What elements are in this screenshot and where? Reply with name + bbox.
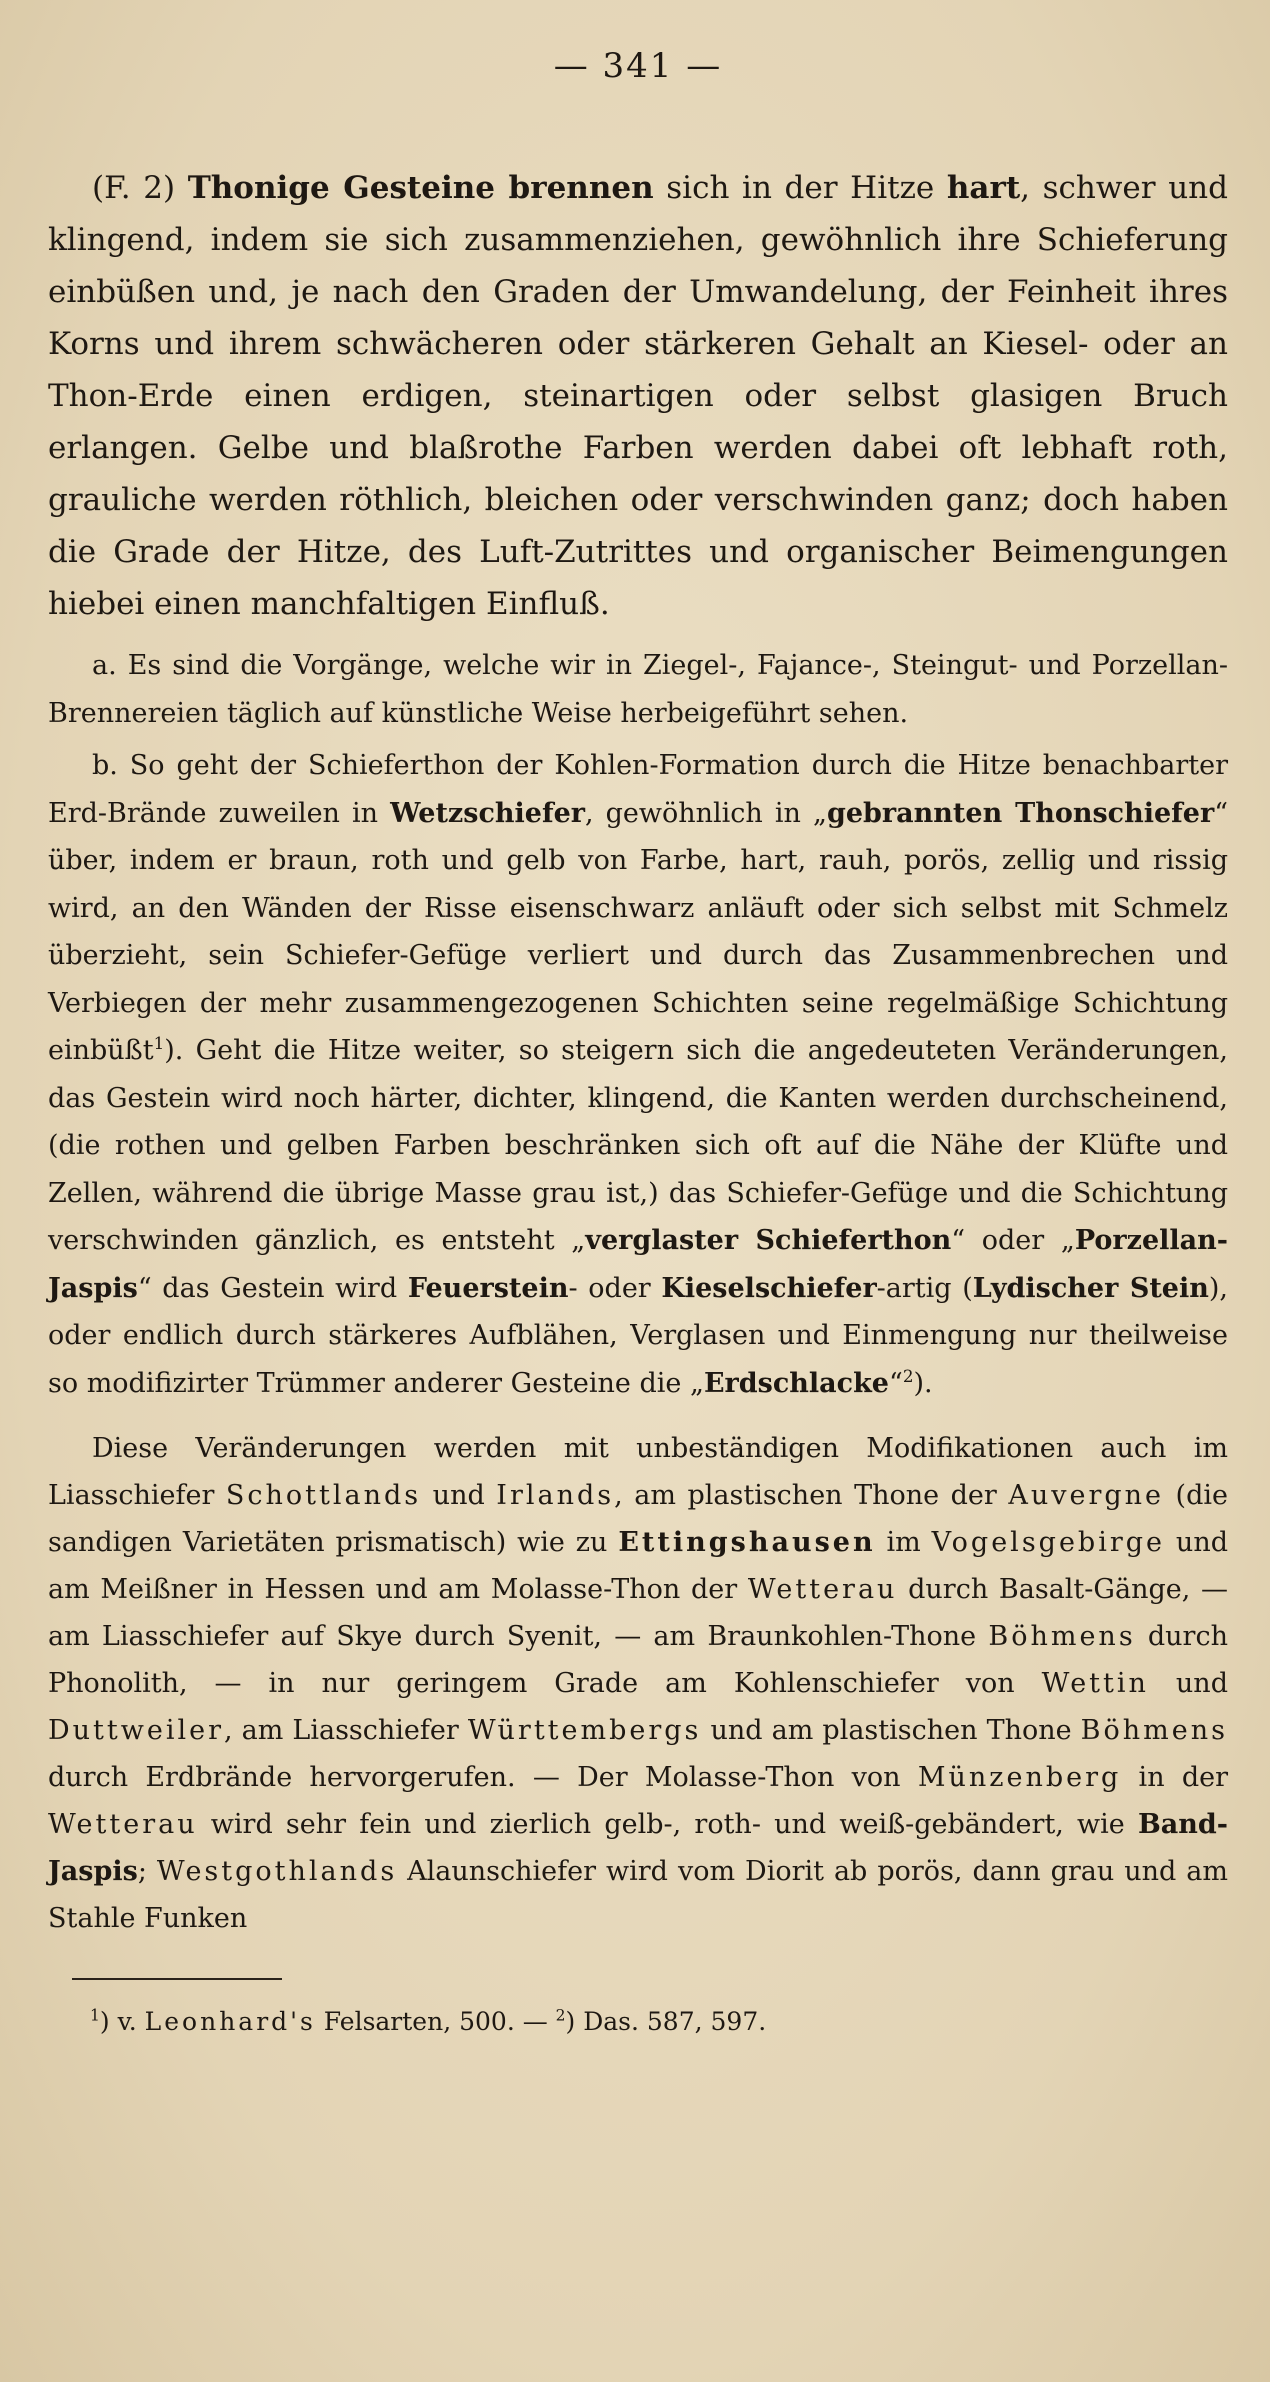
term-kieselschiefer: Kieselschiefer — [661, 1272, 877, 1304]
footnote-marker-2: 2 — [555, 2006, 566, 2025]
place-name: Schottlands — [225, 1480, 422, 1511]
place-name: Hessen — [264, 1574, 365, 1605]
place-name: Irlands — [496, 1480, 615, 1511]
place-name: Auvergne — [1008, 1480, 1165, 1511]
term-verglaster-schieferthon: verglaster Schieferthon — [585, 1225, 952, 1256]
footnote-ref-1: 1 — [153, 1033, 165, 1053]
term-feuerstein: Feuerstein — [407, 1272, 569, 1304]
paragraph-b: b. So geht der Schieferthon der Kohlen-Formation durch die Hitze benachbarter Erd-Brände zuweilen in Wetzschiefer, gewöhnlich in „gebrannten Thonschiefer“ über, indem er braun, roth und gelb von Farbe, hart, rauh, porös, zellig und rissig wird, an den Wänden der Risse eisenschwarz anläuft oder sich selbst mit Schmelz überzieht, sein Schiefer-Gefüge verliert und durch das Zusammenbrechen und Verbiegen der mehr zusammengezogenen Schichten seine regelmäßige Schichtung einbüßt$^1$). Geht die Hitze weiter, so steigern sich die angedeuteten Veränderungen, das Gestein wird noch härter, dichter, klingend, die Kanten werden durchscheinend, (die rothen und gelben Farben beschränken sich oft auf die Nähe der Klüfte und Zellen, während die übrige Masse grau ist,) das Schiefer-Gefüge und die Schichtung verschwinden gänzlich, es entsteht „verglaster Schieferthon“ oder „Porzellan-Jaspis“ das Gestein wird Feuerstein- oder Kieselschiefer-artig (Lydischer Stein), oder endlich durch stärkeres Aufblähen, Verglasen und Einmengung nur theilweise so modifizirter Trümmer anderer Gesteine die „Erdschlacke“$^2$). — [48, 750, 1228, 1399]
emphasis-hart: hart — [946, 170, 1021, 206]
term-lydischer-stein: Lydischer Stein — [972, 1272, 1209, 1304]
place-name: Meißner — [100, 1574, 217, 1605]
paragraph-label: (F. 2) — [92, 170, 176, 206]
place-name: Duttweiler — [48, 1715, 224, 1746]
paragraph-a: a. Es sind die Vorgänge, welche wir in Ziegel-, Fajance-, Steingut- und Porzellan-Brennereien täglich auf künstliche Weise herbeigeführt sehen. — [48, 650, 1228, 729]
footnote-marker-1: 1 — [90, 2006, 100, 2025]
paragraph-c: Diese Veränderungen werden mit unbeständigen Modifikationen auch im Liasschiefer Schottlands und Irlands, am plastischen Thone der Auvergne (die sandigen Varietäten prismatisch) wie zu Ettingshausen im Vogelsgebirge und am Meißner in Hessen und am Molasse-Thon der Wetterau durch Basalt-Gänge, — am Liasschiefer auf Skye durch Syenit, — am Braunkohlen-Thone Böhmens durch Phonolith, — in nur geringem Grade am Kohlenschiefer von Wettin und Duttweiler, am Liasschiefer Württembergs und am plastischen Thone Böhmens durch Erdbrände hervorgerufen. — Der Molasse-Thon von Münzenberg in der Wetterau wird sehr fein und zierlich gelb-, roth- und weiß-gebändert, wie Band-Jaspis; Westgothlands Alaunschiefer wird vom Diorit ab porös, dann grau und am Stahle Funken — [48, 1433, 1229, 1934]
footnote-ref-2: 2 — [902, 1365, 914, 1386]
term-porzellan-jaspis: Porzellan-Jaspis — [48, 1225, 1228, 1304]
page-number: — 341 — — [553, 46, 723, 86]
term-band-jaspis: Band-Jaspis — [48, 1809, 1228, 1887]
place-name: Münzenberg — [917, 1762, 1122, 1793]
paragraph-main: (F. 2) Thonige Gesteine brennen sich in der Hitze hart, schwer und klingend, indem sie sich zusammenziehen, gewöhnlich ihre Schieferung einbüßen und, je nach den Graden der Umwandelung, der Feinheit ihres Korns und ihrem schwächeren oder stärkeren Gehalt an Kiesel- oder an Thon-Erde einen erdigen, steinartigen oder selbst glasigen Bruch erlangen. Gelbe und blaßrothe Farben werden dabei oft lebhaft roth, grauliche werden röthlich, bleichen oder verschwinden ganz; doch haben die Grade der Hitze, des Luft-Zutrittes und organischer Beimengungen hiebei einen manchfaltigen Einfluß. — [48, 170, 1228, 622]
place-name: Wetterau — [48, 1809, 198, 1840]
footnote-divider — [72, 1978, 282, 1980]
place-name: Böhmens — [1080, 1715, 1228, 1746]
place-name: Vogelsgebirge — [931, 1527, 1166, 1558]
place-name: Böhmens — [988, 1621, 1136, 1652]
term-wetzschiefer: Wetzschiefer — [390, 797, 585, 829]
place-name: Württembergs — [467, 1715, 702, 1746]
place-name: Ettingshausen — [618, 1527, 876, 1558]
item-label-a: a. — [92, 650, 117, 681]
place-name: Westgothlands — [156, 1856, 398, 1887]
place-name: Wetterau — [747, 1574, 898, 1605]
place-name: Wettin — [1041, 1668, 1149, 1699]
footnotes: $^1$) v. Leonhard's Felsarten, 500. — $^2$) Das. 587, 597. — [90, 2006, 767, 2036]
term-gebrannten-thonschiefer: gebrannten Thonschiefer — [827, 797, 1215, 829]
place-name: Skye — [336, 1621, 403, 1652]
term-erdschlacke: Erdschlacke — [703, 1367, 889, 1399]
document-page — [48, 36, 1228, 2042]
item-label-b: b. — [92, 750, 118, 781]
author-name: Leonhard's — [144, 2007, 316, 2036]
heading-emphasis: Thonige Gesteine brennen — [187, 170, 654, 206]
